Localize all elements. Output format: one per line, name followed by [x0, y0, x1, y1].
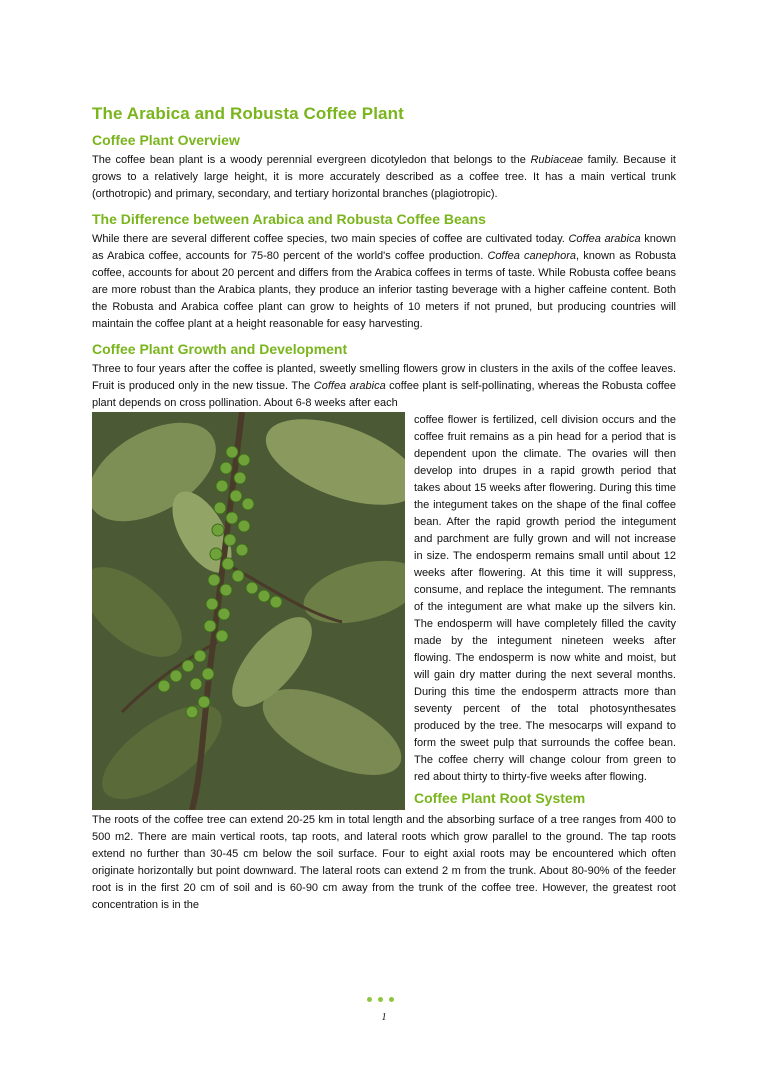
italic-term: Coffea arabica — [568, 233, 641, 245]
page-title: The Arabica and Robusta Coffee Plant — [92, 104, 404, 123]
heading-root-system: Coffee Plant Root System — [414, 790, 586, 806]
text-run: The coffee bean plant is a woody perennial evergreen dicotyledon that belongs to the — [92, 154, 531, 166]
text-run: Three to four years after the coffee is planted, sweetly smelling flowers grow in clusters in the axils of the coffee leaves. Fruit is produced only in the new tissue. The — [92, 363, 676, 392]
paragraph-overview — [92, 152, 676, 203]
heading-growth: Coffee Plant Growth and Development — [92, 341, 348, 357]
text-run: coffee plant is self-pollinating, whereas the Robusta coffee plant depends on cross pollination. About 6-8 weeks after each — [92, 380, 676, 409]
italic-term: Rubiaceae — [530, 154, 584, 166]
paragraph-growth — [92, 361, 676, 412]
heading-difference: The Difference between Arabica and Robusta Coffee Beans — [92, 211, 486, 227]
text-run: known as Arabica coffee, accounts for 75-80 percent of the world's coffee production. — [92, 233, 677, 262]
document-body — [92, 104, 676, 914]
dot — [389, 997, 394, 1002]
page-number: 1 — [381, 1012, 387, 1023]
paragraph-difference — [92, 231, 676, 333]
text-run: , known as Robusta coffee, accounts for about 20 percent and differs from the Arabica coffees in terms of taste. While Robusta coffee beans are more robust than the Arabica plants, they produce an inferior tasting beverage with a higher caffeine content. Both the Robusta and Arabica coffee plant can grow to heights of 10 meters if not pruned, but producing countries will maintain the coffee plant at a height reasonable for easy harvesting. — [92, 250, 676, 330]
paragraph-growth-continued: coffee flower is fertilized, cell division occurs and the coffee fruit remains as a pin head for a period that is dependent upon the climate. The ovaries will then develop into drupes in a rapid growth period that takes about 15 weeks after flowering. During this time the integument takes on the shape of the final coffee bean. After the rapid growth period the integument and parchment are fully grown and will not increase in size. The endosperm remains small until about 12 weeks after flowering. At this time it will suppress, consume, and replace the integument. The remnants of the integument are what make up the silvers kin. The endosperm will have completely filled the cavity made by the integument nineteen weeks after flowing. The endosperm is now white and moist, but will gain dry matter during the next several months. During this time the endosperm attracts more than seventy percent of the total photosynthesates produced by the tree. The mesocarps will expand to form the sweet pulp that surrounds the coffee bean. The coffee cherry will change colour from green to red about thirty to thirty-five weeks after flowing. — [414, 414, 676, 783]
text-run: While there are several different coffee species, two main species of coffee are cultivated today. — [92, 233, 569, 245]
italic-term: Coffea arabica — [313, 380, 386, 392]
paragraph-root-system: The roots of the coffee tree can extend 20-25 km in total length and the absorbing surface of a tree ranges from 400 to 500 m2. There are main vertical roots, tap roots, and lateral roots which grow parallel to the ground. The tap roots extend no further than 30-45 cm below the soil surface. Four to eight axial roots may be encountered which often originate horizontally but point downward. The lateral roots can extend 2 m from the trunk. About 80-90% of the feeder root is in the first 20 cm of soil and is 60-90 cm away from the trunk of the coffee tree. However, the greatest root concentration is in the — [92, 814, 676, 911]
side-column — [414, 412, 676, 810]
text-run: family. Because it grows to a relatively large height, it is more accurately described as a coffee tree. It has a main vertical trunk (orthotropic) and primary, secondary, and tertiary horizontal branches (plagiotropic). — [92, 154, 676, 200]
footer-ornament — [367, 997, 394, 1002]
coffee-branch-image — [92, 412, 405, 810]
image-text-row — [92, 412, 676, 810]
dot — [378, 997, 383, 1002]
italic-term: Coffea canephora — [487, 250, 577, 262]
heading-overview: Coffee Plant Overview — [92, 132, 240, 148]
dot — [367, 997, 372, 1002]
coffee-plant-photo — [92, 412, 405, 810]
